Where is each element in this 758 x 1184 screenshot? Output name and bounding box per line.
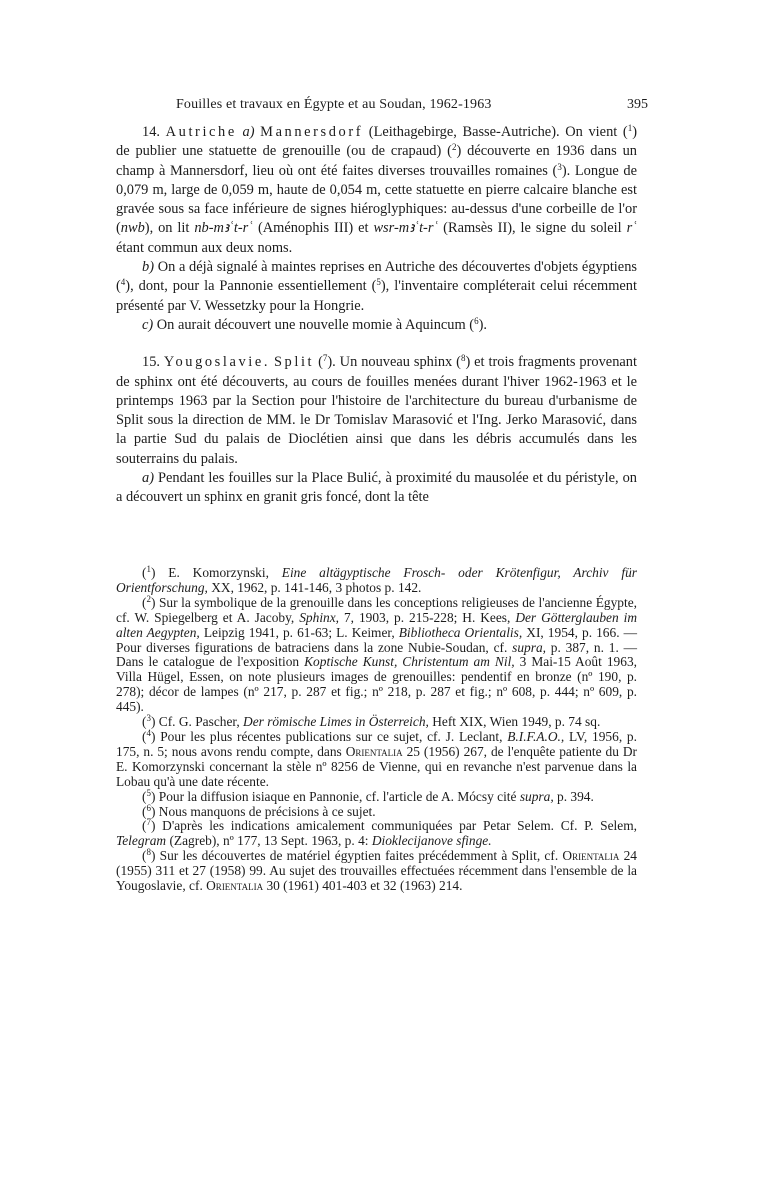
transliteration: nb-mꜣʿt-rʿ: [194, 220, 254, 237]
item-label: b): [142, 259, 154, 276]
footnote-3: ($^3$) Cf. G. Pascher, Der römische Limes in Österreich, Heft XIX, Wien 1949, p. 74 sq.: [142, 713, 601, 730]
footnote-2: ($^2$) Sur la symbolique de la grenouille dans les conceptions religieuses de l'ancienne Égypte, cf. W. Spiegelberg et A. Jacoby, Sphinx, 7, 1903, p. 215-228; H. Kees, Der Götterglauben im alten Aegypten, Leipzig 1941, p. 61-63; L. Keimer, Bibliotheca Orientalis, XI, 1954, p. 166. — Pour diverses figurations de batraciens dans la zone Nubie-Soudan, cf. supra, p. 387, n. 1. — Dans le catalogue de l'exposition Koptische Kunst, Christentum am Nil, 3 Mai-15 Août 1963, Villa Hügel, Essen, on note plusieurs images de grenouilles: pendentif en bronze (nº 190, p. 278); décor de lampes (nº 217, p. 287 et fig.; nº 218, p. 287 et fig.; nº 608, p. 444; nº 609, p. 445).: [116, 593, 638, 715]
footnote-ref: 7: [322, 353, 328, 364]
section-number: 14.: [142, 124, 160, 140]
footnote-8: ($^8$) Sur les découvertes de matériel égyptien faites précédemment à Split, cf. Orientalia 24 (1955) 311 et 27 (1958) 99. Au sujet des trouvailles effectuées récemment dans l'ensemble de la Yougoslavie, cf. Orientalia 30 (1961) 401-403 et 32 (1963) 214.: [116, 847, 637, 894]
section-15-paragraph: 15. Yougoslavie. Split ($^7$). Un nouveau sphinx ($^8$) et trois fragments provenant de sphinx ont été découverts, au cours de fouilles menées durant l'hiver 1962-1963 et le printemps 1963 par la Section pour l'histoire de l'architecture du bureau d'urbanisme de Split sous la direction de MM. le Dr Tomislav Marasović et l'Ing. Jerko Marasović, dans la partie Sud du palais de Dioclétien ainsi que dans les débris accumulés dans les souterrains du palais.: [116, 353, 637, 467]
section-14c-paragraph: c) On aurait découvert une nouvelle momie à Aquincum ($^6$).: [142, 315, 487, 333]
section-number: 15.: [142, 354, 160, 371]
footnote-6: ($^6$) Nous manquons de précisions à ce sujet.: [142, 802, 376, 819]
footnote-ref: 8: [460, 353, 466, 364]
footnote-ref: 6: [474, 315, 479, 326]
paragraph-gap: [116, 335, 637, 353]
section-14b-paragraph: b) On a déjà signalé à maintes reprises en Autriche des découvertes d'objets égyptiens ($^4$), dont, pour la Pannonie essentiellement ($^5$), l'inventaire compléterait celui récemment présenté par V. Wessetzky pour la Hongrie.: [116, 259, 638, 314]
footnote-5: ($^5$) Pour la diffusion isiaque en Pannonie, cf. l'article de A. Mócsy cité supra, p. 394.: [142, 787, 594, 804]
footnote-ref: 2: [451, 142, 457, 153]
country-heading: Yougoslavie.: [163, 354, 271, 371]
site-name: Mannersdorf: [260, 124, 364, 140]
footnotes: [116, 566, 637, 894]
transliteration: nwb: [120, 220, 145, 237]
page-header: [176, 97, 656, 117]
main-text: [116, 123, 637, 508]
section-15a-paragraph: a) Pendant les fouilles sur la Place Bulić, à proximité du mausolée et du péristyle, on a découvert un sphinx en granit gris foncé, dont la tête: [116, 470, 637, 506]
footnote-7: ($^7$) D'après les indications amicalement communiquées par Petar Selem. Cf. P. Selem, Telegram (Zagreb), nº 177, 13 Sept. 1963, p. 4: Dioklecijanove sfinge.: [116, 817, 637, 849]
footnote-ref: 4: [120, 277, 126, 288]
running-title: Fouilles et travaux en Égypte et au Soudan, 1962-1963: [176, 97, 492, 112]
country-heading: Autriche: [165, 124, 237, 140]
item-label: a): [242, 124, 255, 140]
site-name: Split: [273, 354, 315, 371]
footnote-4: ($^4$) Pour les plus récentes publications sur ce sujet, cf. J. Leclant, B.I.F.A.O., LV, 1956, p. 175, n. 5; nous avons rendu compte, dans Orientalia 25 (1956) 267, de l'enquête patiente du Dr E. Komorzynski concernant la stèle nº 8256 de Vienne, qui en revanche n'est parvenue dans la Lobau qu'à une date récente.: [116, 727, 637, 789]
footnote-ref: 5: [376, 277, 381, 288]
page-number: 395: [627, 97, 648, 112]
item-label: a): [142, 470, 154, 487]
transliteration: wsr-mꜣʿt-rʿ: [373, 220, 439, 237]
transliteration: rʿ: [626, 220, 637, 237]
section-14-paragraph: 14. Autriche a) Mannersdorf (Leithagebirge, Basse-Autriche). On vient ($^1$) de publier une statuette de grenouille (ou de crapaud) ($^2$) découverte en 1936 dans un champ à Mannersdorf, lieu où ont été faites diverses trouvailles romaines ($^3$). Longue de 0,079 m, large de 0,059 m, haute de 0,054 m, cette statuette en pierre calcaire blanche est gravée sous sa face inférieure de signes hiéroglyphiques: au-dessus d'une corbeille de l'or (nwb), on lit nb-mꜣʿt-rʿ (Aménophis III) et wsr-mꜣʿt-rʿ (Ramsès II), le signe du soleil rʿ étant commun aux deux noms.: [116, 123, 638, 256]
footnote-ref: 1: [627, 123, 633, 133]
item-label: c): [142, 316, 154, 333]
footnote-ref: 3: [557, 161, 562, 172]
footnote-1: ($^1$) E. Komorzynski, Eine altägyptische Frosch- oder Krötenfigur, Archiv für Orientforschung, XX, 1962, p. 141-146, 3 photos p. 142.: [116, 564, 637, 595]
